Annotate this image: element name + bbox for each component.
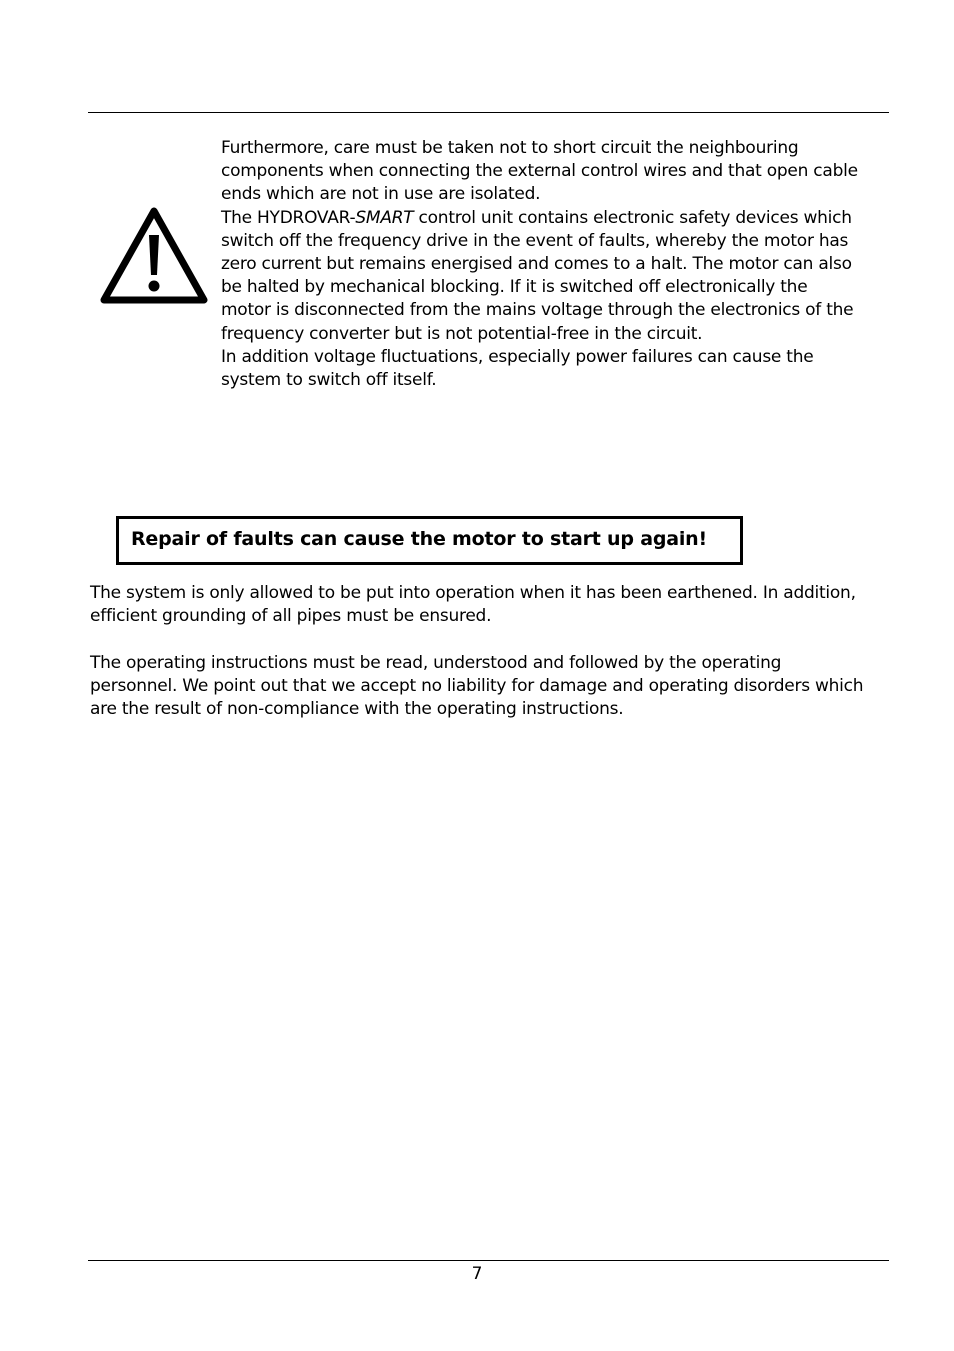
body-paragraph-1: The system is only allowed to be put into operation when it has been earthened. In addition, efficient grounding of all pipes must be ensured.	[90, 583, 856, 627]
notice-box	[116, 516, 743, 565]
body-paragraph-2: The operating instructions must be read, understood and followed by the operating personnel. We point out that we accept no liability for damage and operating disorders which are the result of non-compliance with the operating instructions.	[90, 653, 864, 720]
footer-rule	[88, 1260, 889, 1261]
warning-text-block	[221, 137, 861, 392]
warning-triangle-icon	[100, 207, 208, 305]
warning-paragraph-3: In addition voltage fluctuations, especially power failures can cause the system to switch off itself.	[221, 346, 814, 391]
warning-paragraph-2-prefix: The HYDROVAR-	[221, 207, 356, 228]
warning-paragraph-2	[221, 207, 861, 346]
page-number: 7	[471, 1264, 483, 1284]
brand-name-smart: SMART	[355, 207, 414, 228]
warning-paragraph-1: Furthermore, care must be taken not to short circuit the neighbouring components when connecting the external control wires and that open cable ends which are not in use are isolated.	[221, 138, 858, 205]
warning-paragraph-2-rest: control unit contains electronic safety devices which switch off the frequency drive in the event of faults, whereby the motor has zero current but remains energised and comes to a halt. The motor can also be halted by mechanical blocking. If it is switched off electronically the motor is disconnected from the mains voltage through the electronics of the frequency converter but is not potential-free in the circuit.	[221, 207, 854, 344]
header-rule	[88, 112, 889, 113]
notice-text: Repair of faults can cause the motor to start up again!	[131, 528, 707, 550]
